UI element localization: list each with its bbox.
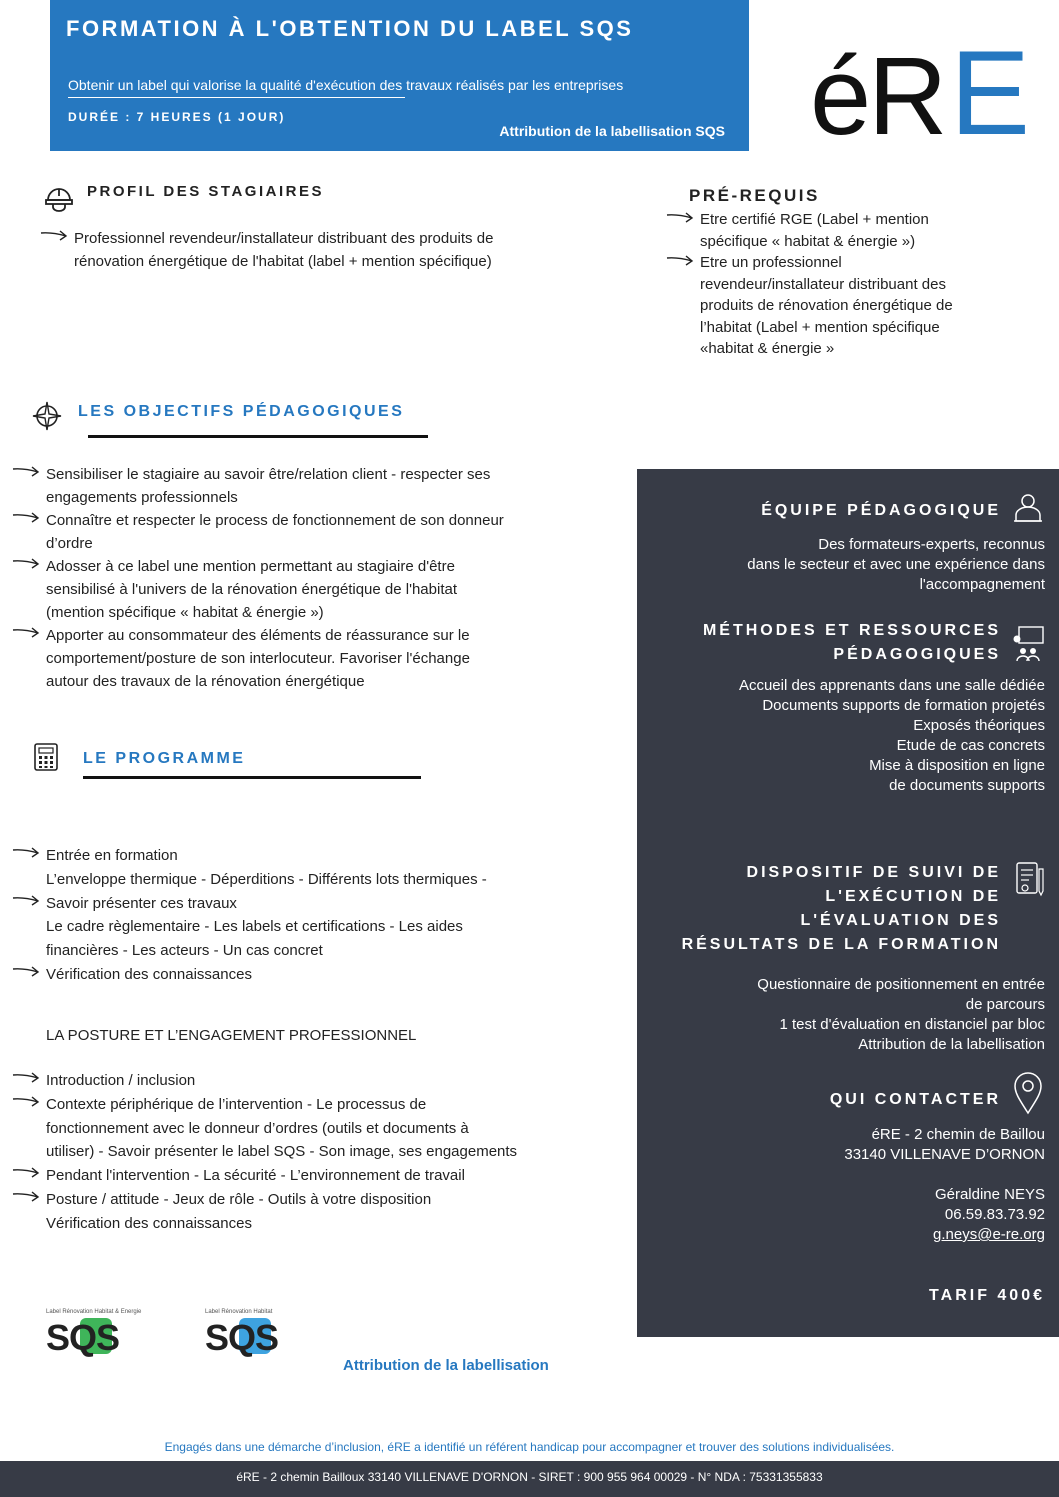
programme-block-2 bbox=[46, 1069, 626, 1236]
arrow-icon bbox=[12, 892, 40, 908]
list-item: Connaître et respecter le process de fonctionnement de son donneur d’ordre bbox=[46, 509, 621, 555]
logo-letter-r: R bbox=[868, 35, 948, 142]
methodes-text: Accueil des apprenants dans une salle dédiée Documents supports de formation projetés Exposés théoriques Etude de cas concrets Mise à disposition en ligne de documents supports bbox=[738, 677, 1045, 794]
list-item: Vérification des connaissances bbox=[46, 963, 626, 987]
subtitle-underline bbox=[68, 97, 405, 98]
prerequis-list bbox=[700, 209, 1040, 360]
list-item: Professionnel revendeur/installateur distribuant des produits de rénovation énergétique de l'habitat (label + mention spécifique) bbox=[74, 227, 614, 273]
sqs-logo-habitat bbox=[203, 1306, 313, 1358]
programme-underline bbox=[83, 776, 421, 779]
prerequis-title: PRÉ-REQUIS bbox=[689, 186, 820, 205]
list-item: Savoir présenter ces travaux bbox=[46, 892, 626, 916]
list-item: Apporter au consommateur des éléments de réassurance sur le comportement/posture de son interlocuteur. Favoriser l'échange autour des travaux de la rénovation énergétique bbox=[46, 624, 621, 693]
arrow-icon bbox=[12, 963, 40, 979]
list-item: fonctionnement avec le donneur d’ordres (outils et documents à bbox=[46, 1119, 469, 1137]
list-item: financières - Les acteurs - Un cas concret bbox=[46, 942, 323, 960]
info-panel bbox=[637, 469, 1059, 1337]
arrow-icon bbox=[666, 252, 694, 268]
list-item: Etre certifié RGE (Label + mention spécifique « habitat & énergie ») bbox=[700, 209, 1040, 252]
classroom-icon bbox=[1011, 625, 1045, 663]
arrow-icon bbox=[12, 509, 40, 525]
list-item: Posture / attitude - Jeux de rôle - Outils à votre disposition bbox=[46, 1188, 626, 1212]
arrow-icon bbox=[12, 624, 40, 640]
contact-title: QUI CONTACTER bbox=[829, 1091, 1001, 1108]
list-item: Vérification des connaissances bbox=[46, 1214, 252, 1232]
list-item: Adosser à ce label une mention permettant au stagiaire d'être sensibilisé à l'univers de la rénovation énergétique de l'habitat (mention spécifique « habitat & énergie ») bbox=[46, 555, 621, 624]
svg-text:SQS: SQS bbox=[46, 1317, 120, 1358]
list-item: Contexte périphérique de l’intervention - Le processus de bbox=[46, 1093, 626, 1117]
profil-title: PROFIL DES STAGIAIRES bbox=[87, 183, 324, 200]
list-item: Introduction / inclusion bbox=[46, 1069, 626, 1093]
dispositif-text: Questionnaire de positionnement en entrée de parcours 1 test d'évaluation en distanciel par bloc Attribution de la labellisation bbox=[757, 976, 1045, 1053]
arrow-icon bbox=[12, 1188, 40, 1204]
arrow-icon bbox=[12, 555, 40, 571]
list-item: Sensibiliser le stagiaire au savoir être/relation client - respecter ses engagements professionnels bbox=[46, 463, 621, 509]
svg-text:SQS: SQS bbox=[205, 1317, 279, 1358]
contact-email-link[interactable]: g.neys@e-re.org bbox=[933, 1226, 1045, 1243]
page-title: FORMATION À L'OBTENTION DU LABEL SQS bbox=[66, 16, 634, 41]
equipe-text: Des formateurs-experts, reconnus dans le secteur et avec une expérience dans l'accompagnement bbox=[747, 536, 1045, 593]
duration-label: DURÉE : 7 HEURES (1 JOUR) bbox=[68, 110, 286, 124]
logo-letter-big-e: E bbox=[950, 26, 1031, 142]
list-item: Entrée en formation bbox=[46, 844, 626, 868]
arrow-icon bbox=[40, 227, 68, 243]
arrow-icon bbox=[666, 209, 694, 225]
location-pin-icon bbox=[1011, 1071, 1045, 1115]
calculator-icon bbox=[33, 742, 59, 772]
profil-list bbox=[74, 227, 614, 273]
methodes-title: MÉTHODES ET RESSOURCES PÉDAGOGIQUES bbox=[702, 622, 1001, 663]
helmet-icon bbox=[44, 178, 74, 212]
header-banner bbox=[50, 0, 749, 151]
sqs-logo-habitat-energie bbox=[44, 1306, 154, 1358]
arrow-icon bbox=[12, 463, 40, 479]
list-item: Pendant l'intervention - La sécurité - L’environnement de travail bbox=[46, 1164, 626, 1188]
list-item: L’enveloppe thermique - Déperditions - Différents lots thermiques - bbox=[46, 870, 487, 888]
list-item: Etre un professionnel revendeur/installateur distribuant des produits de rénovation énergétique de l’habitat (Label + mention spécifique «habitat & énergie » bbox=[700, 252, 1040, 360]
tarif-label: TARIF 400€ bbox=[929, 1287, 1045, 1304]
contact-address: éRE - 2 chemin de Baillou 33140 VILLENAVE D’ORNON bbox=[844, 1126, 1045, 1163]
logo-letter-e: é bbox=[810, 35, 872, 142]
footer-note: Engagés dans une démarche d’inclusion, éRE a identifié un référent handicap pour accompagner et trouver des solutions individualisées. bbox=[164, 1440, 895, 1454]
arrow-icon bbox=[12, 844, 40, 860]
page-subtitle: Obtenir un label qui valorise la qualité d'exécution des travaux réalisés par les entreprises bbox=[68, 77, 624, 93]
arrow-icon bbox=[12, 1093, 40, 1109]
dispositif-title: DISPOSITIF DE SUIVI DE L'EXÉCUTION DE L'ÉVALUATION DES RÉSULTATS DE LA FORMATION bbox=[681, 864, 1001, 953]
objectifs-title: LES OBJECTIFS PÉDAGOGIQUES bbox=[78, 403, 405, 420]
list-item: utiliser) - Savoir présenter le label SQS - Son image, ses engagements bbox=[46, 1143, 518, 1161]
compass-icon bbox=[31, 400, 63, 432]
ere-logo bbox=[810, 22, 1040, 142]
objectifs-list bbox=[46, 463, 621, 693]
svg-text:Label Rénovation Habitat & Ene: Label Rénovation Habitat & Energie bbox=[46, 1309, 142, 1315]
programme-subheading: LA POSTURE ET L’ENGAGEMENT PROFESSIONNEL bbox=[46, 1027, 417, 1044]
footer-bar: éRE - 2 chemin Bailloux 33140 VILLENAVE D'ORNON - SIRET : 900 955 964 00029 - N° NDA : 75331355833 bbox=[0, 1461, 1059, 1497]
equipe-title: ÉQUIPE PÉDAGOGIQUE bbox=[761, 502, 1001, 519]
arrow-icon bbox=[12, 1164, 40, 1180]
programme-block-1 bbox=[46, 844, 626, 987]
objectifs-underline bbox=[88, 435, 428, 438]
header-attribution: Attribution de la labellisation SQS bbox=[499, 123, 725, 139]
arrow-icon bbox=[12, 1069, 40, 1085]
certificate-icon bbox=[1011, 861, 1045, 899]
svg-text:Label Rénovation Habitat: Label Rénovation Habitat bbox=[205, 1309, 273, 1315]
sqs-attribution: Attribution de la labellisation bbox=[343, 1357, 549, 1374]
list-item: Le cadre règlementaire - Les labels et certifications - Les aides bbox=[46, 918, 463, 936]
teacher-icon bbox=[1011, 491, 1045, 529]
programme-title: LE PROGRAMME bbox=[83, 750, 246, 767]
contact-person: Géraldine NEYS 06.59.83.73.92 g.neys@e-re.org bbox=[933, 1186, 1045, 1243]
